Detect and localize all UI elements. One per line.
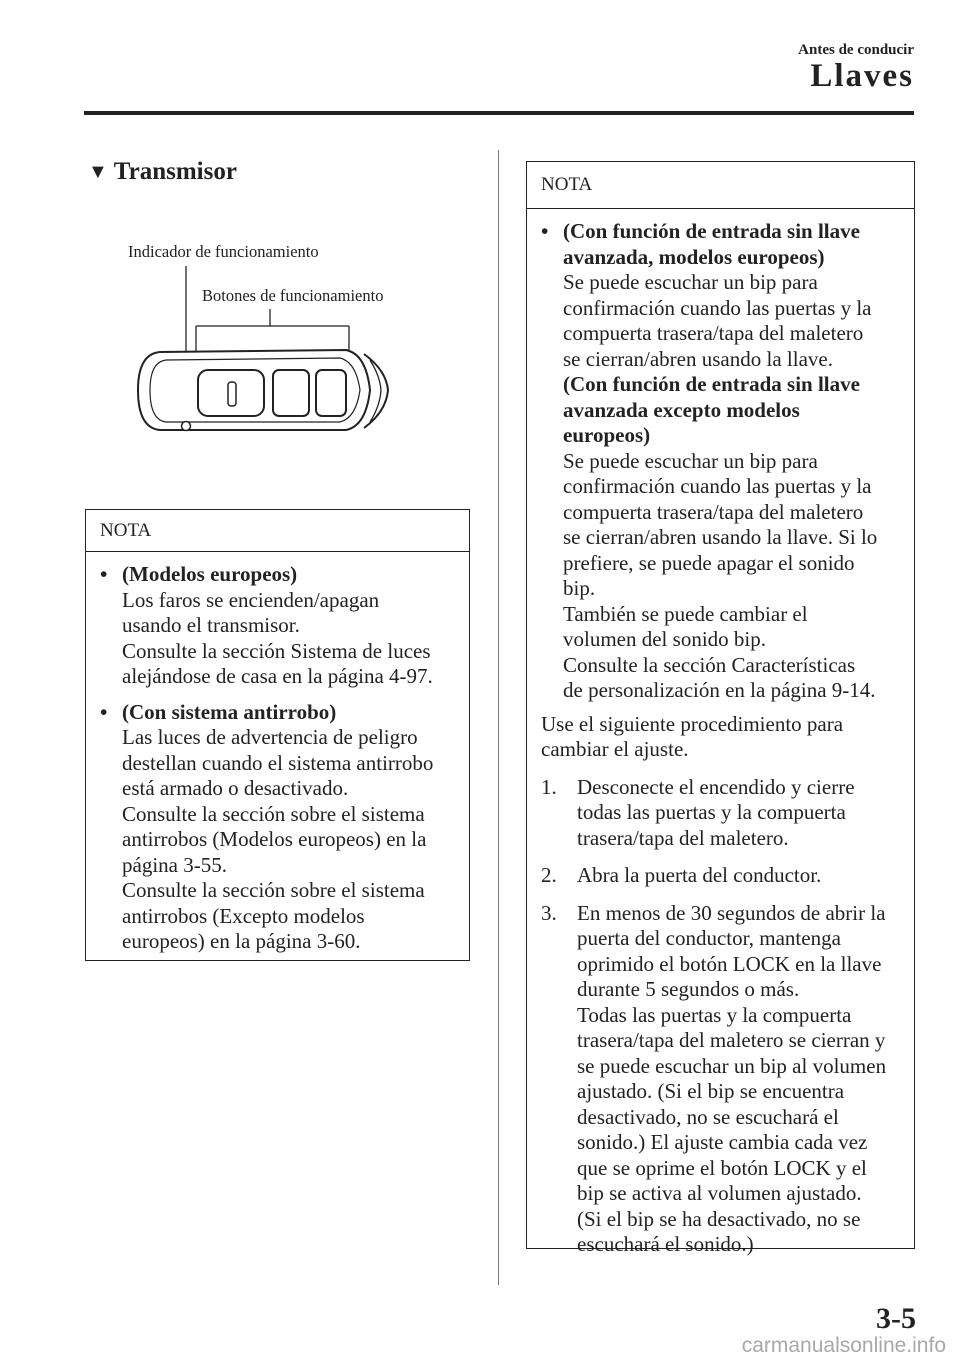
watermark: carmanualsonline.info: [741, 1334, 946, 1357]
list-item: [100, 562, 455, 690]
step-number: 1.: [541, 774, 557, 799]
text-line: Los faros se encienden/apagan: [122, 587, 380, 612]
text-line: está armado o desactivado.: [122, 776, 349, 800]
text-line: antirrobos (Excepto modelos: [122, 903, 365, 928]
text-line: se cierran/abren usando la llave. Si lo: [563, 525, 878, 549]
key-fob-illustration: [120, 236, 430, 446]
chapter-title: Llaves: [810, 58, 914, 94]
text-line: Consulte la sección Características: [563, 652, 856, 677]
text-line: ajustado. (Si el bip se encuentra: [577, 1079, 845, 1103]
text-line: Las luces de advertencia de peligro: [122, 725, 418, 749]
text-line: se puede escuchar un bip al volumen: [577, 1053, 887, 1078]
bullet: •: [100, 699, 108, 724]
note-title: NOTA: [86, 510, 469, 552]
text-line: bip.: [563, 576, 596, 600]
text-line: Use el siguiente procedimiento para: [541, 711, 844, 736]
text-line: (Si el bip se ha desactivado, no se: [577, 1206, 861, 1231]
text-line: compuerta trasera/tapa del maletero: [563, 321, 864, 345]
transmitter-figure: [120, 236, 430, 446]
text-line: se cierran/abren usando la llave.: [563, 346, 833, 371]
text-line: También se puede cambiar el: [563, 601, 808, 626]
down-triangle-icon: ▼: [88, 160, 108, 183]
text-line: todas las puertas y la compuerta: [577, 800, 846, 824]
text-line: trasera/tapa del maletero.: [577, 825, 789, 850]
header-rule: [84, 111, 914, 115]
text-line: Todas las puertas y la compuerta: [577, 1002, 852, 1027]
section-heading-title: Transmisor: [113, 158, 237, 185]
text-line: Se puede escuchar un bip para: [563, 270, 818, 294]
step-2: [541, 863, 900, 889]
note-item-heading: (Con función de entrada sin llave: [563, 372, 860, 396]
text-line: confirmación cuando las puertas y la: [563, 295, 872, 320]
text-line: En menos de 30 segundos de abrir la: [577, 900, 886, 925]
text-line: Consulte la sección Sistema de luces: [122, 638, 431, 663]
text-line: Se puede escuchar un bip para: [563, 448, 818, 473]
text-line: volumen del sonido bip.: [563, 627, 766, 651]
note-box-left: [85, 509, 470, 961]
list-item: [541, 219, 900, 704]
text-line: de personalización en la página 9-14.: [563, 678, 876, 702]
note-body-left: [86, 552, 469, 975]
step-3: [541, 901, 900, 1258]
note-item-heading: avanzada, modelos europeos): [563, 244, 825, 269]
text-line: bip se activa al volumen ajustado.: [577, 1181, 862, 1205]
bullet: •: [100, 562, 108, 586]
text-line: confirmación cuando las puertas y la: [563, 474, 872, 498]
text-line: Consulte la sección sobre el sistema: [122, 801, 425, 826]
text-line: usando el transmisor.: [122, 613, 300, 637]
text-line: desactivado, no se escuchará el: [577, 1104, 839, 1129]
intro-paragraph: [541, 712, 900, 763]
note-body-right: [527, 209, 914, 1268]
section-label: Antes de conducir: [798, 42, 914, 58]
text-line: escuchará el sonido.): [577, 1232, 754, 1256]
page-number: 3-5: [876, 1302, 916, 1335]
text-line: Consulte la sección sobre el sistema: [122, 878, 425, 902]
note-item-heading: avanzada excepto modelos: [563, 397, 800, 422]
buttons-label: Botones de funcionamiento: [202, 286, 384, 305]
note-item-heading: (Con sistema antirrobo): [122, 699, 337, 724]
note-item-heading: europeos): [563, 423, 651, 447]
note-title: NOTA: [527, 162, 914, 209]
section-heading: [88, 158, 237, 186]
text-line: antirrobos (Modelos europeos) en la: [122, 827, 427, 851]
text-line: compuerta trasera/tapa del maletero: [563, 499, 864, 524]
step-1: [541, 775, 900, 852]
column-divider: [498, 150, 499, 1285]
step-number: 3.: [541, 900, 557, 925]
text-line: puerta del conductor, mantenga: [577, 926, 841, 950]
text-line: durante 5 segundos o más.: [577, 977, 800, 1001]
text-line: que se oprime el botón LOCK y el: [577, 1155, 867, 1180]
text-line: trasera/tapa del maletero se cierran y: [577, 1028, 886, 1052]
text-line: Desconecte el encendido y cierre: [577, 774, 855, 799]
note-item-heading: (Modelos europeos): [122, 562, 298, 586]
text-line: cambiar el ajuste.: [541, 737, 689, 761]
list-item: [100, 700, 455, 955]
text-line: sonido.) El ajuste cambia cada vez: [577, 1130, 868, 1154]
text-line: alejándose de casa en la página 4-97.: [122, 664, 433, 688]
text-line: Abra la puerta del conductor.: [577, 863, 822, 887]
text-line: página 3-55.: [122, 852, 227, 877]
text-line: europeos) en la página 3-60.: [122, 929, 361, 953]
text-line: oprimido el botón LOCK en la llave: [577, 951, 882, 976]
text-line: destellan cuando el sistema antirrobo: [122, 750, 434, 775]
bullet: •: [541, 219, 549, 243]
step-number: 2.: [541, 863, 557, 887]
text-line: prefiere, se puede apagar el sonido: [563, 550, 855, 575]
note-item-heading: (Con función de entrada sin llave: [563, 219, 860, 243]
indicator-label: Indicador de funcionamiento: [128, 242, 319, 261]
note-box-right: [526, 161, 915, 1256]
